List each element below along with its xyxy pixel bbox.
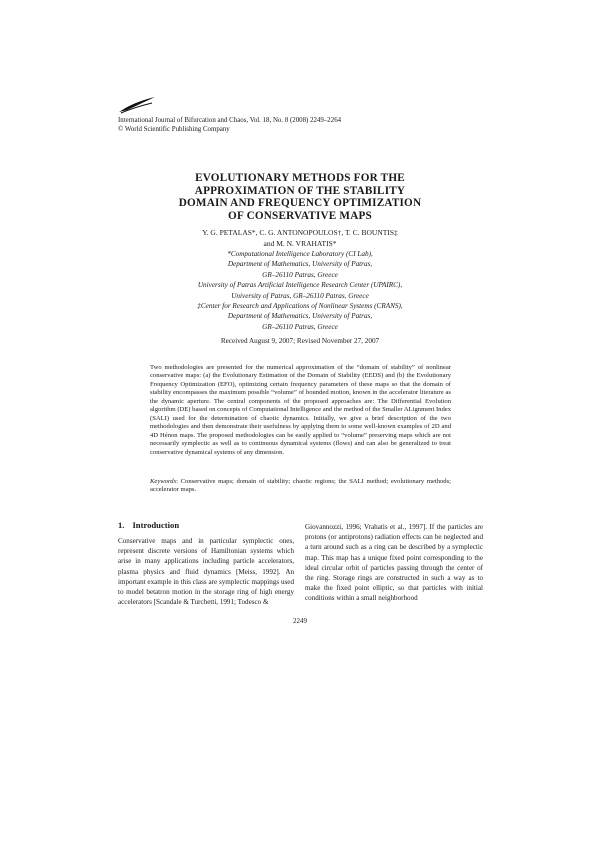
- body-column-left: Conservative maps and in particular symplectic ones, represent discrete versions of Hamiltonian systems which arise in many applications including particle accelerators, plasma physics and fluid dynamics [Meiss, 1992]. An important example in this class are symplectic mappings used to model betatron motion in the storage ring of high energy accelerators [Scandale & Turchetti, 1991; Todesco &: [118, 537, 294, 607]
- page-number: 2249: [293, 617, 307, 625]
- affiliation-line: *Computational Intelligence Laboratory (CI Lab),: [227, 250, 373, 258]
- section-number: 1.: [118, 520, 125, 530]
- keywords-text: : Conservative maps; domain of stability; chaotic regions; the SALI method; evolutionary methods; accelerator maps.: [150, 478, 451, 494]
- affiliation-line: GR–26110 Patras, Greece: [262, 322, 338, 331]
- section-title: Introduction: [132, 520, 180, 530]
- author-line: and M. N. VRAHATIS*: [263, 238, 337, 248]
- affiliation-line: ‡Center for Research and Applications of Nonlinear Systems (CRANS),: [197, 302, 403, 311]
- body-column-right: Giovannozzi, 1996; Vrahatis et al., 1997]. If the particles are protons (or antiprotons) radiation effects can be neglected and a turn around such as a ring can be described by a symplectic map. This map has a unique fixed point corresponding to the ideal circular orbit of particles passing through the center of the ring. Storage rings are constructed in such a way as to make the fixed point elliptic, so that particles with initial conditions within a small neighborhood: [305, 523, 483, 603]
- affiliation-line: Department of Mathematics, University of Patras,: [227, 312, 373, 321]
- keywords: [150, 478, 451, 495]
- section-heading: [118, 520, 179, 530]
- affiliation-line: GR–26110 Patras, Greece: [262, 270, 338, 279]
- title-line: OF CONSERVATIVE MAPS: [228, 209, 372, 222]
- author-line: Y. G. PETALAS*, C. G. ANTONOPOULOS†, T. C. BOUNTIS‡: [202, 228, 398, 237]
- author-block: [118, 228, 482, 332]
- paper-title: [118, 172, 482, 222]
- journal-header: [118, 116, 341, 134]
- received-dates: Received August 9, 2007; Revised November 27, 2007: [220, 337, 380, 345]
- title-line: DOMAIN AND FREQUENCY OPTIMIZATION: [178, 197, 422, 209]
- title-line: APPROXIMATION OF THE STABILITY: [194, 184, 406, 197]
- affiliation-line: Department of Mathematics, University of Patras,: [227, 260, 373, 269]
- keywords-label: Keywords: [150, 478, 177, 485]
- journal-citation: International Journal of Bifurcation and Chaos, Vol. 18, No. 8 (2008) 2249–2264: [118, 117, 342, 124]
- publisher-logo-icon: [118, 96, 156, 114]
- publisher-copyright: © World Scientific Publishing Company: [118, 126, 230, 133]
- abstract: Two methodologies are presented for the numerical approximation of the “domain of stability” of nonlinear conservative maps: (a) the Evolutionary Estimation of the Domain of Stability (EEDS) and (b) the Evolutionary Frequency Optimization (EFO), optimizing certain frequency parameters of these maps so that the domain of stability encompasses the maximum possible “volume” of bounded motion, known in the accelerator literature as the dynamic aperture. The central components of the proposed approaches are: The Differential Evolution algorithm (DE) based on concepts of Computational Intelligence and the method of the Smaller ALignment Index (SALI) used for the determination of chaotic dynamics. Initially, we give a brief description of the two methodologies and then demonstrate their usefulness by applying them to some well-known examples of 2D and 4D Hénon maps. The proposed methodologies can be easily applied to “volume” preserving maps which are not necessarily symplectic as well as to continuous dynamical systems (flows) and can also be generalized to treat conservative dynamical systems of any dimension.: [150, 364, 451, 456]
- title-line: EVOLUTIONARY METHODS FOR THE: [195, 172, 405, 184]
- affiliation-line: University of Patras Artificial Intelligence Research Center (UPAIRC),: [197, 281, 403, 290]
- affiliation-line: University of Patras, GR–26110 Patras, Greece: [231, 291, 369, 300]
